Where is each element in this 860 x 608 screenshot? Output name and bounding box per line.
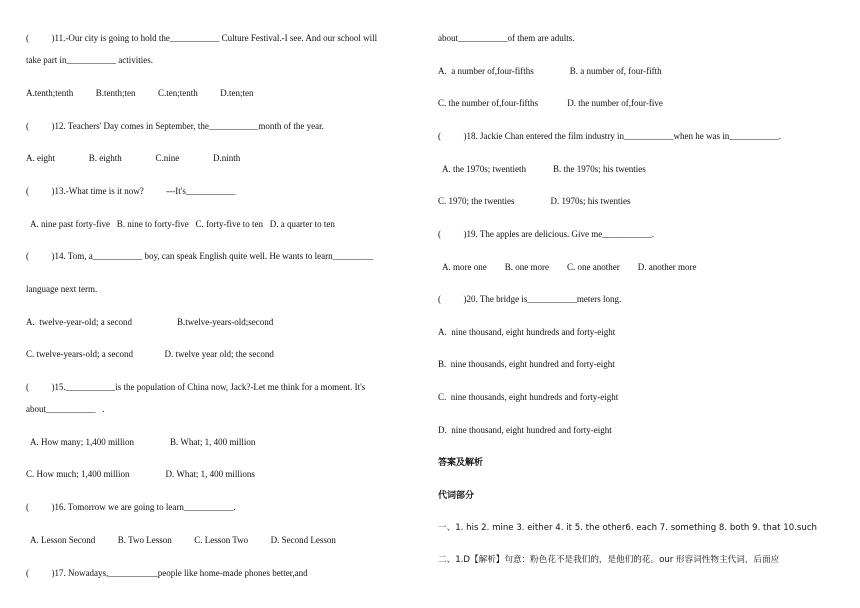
q20-option-a: A. nine thousand, eight hundreds and forty-eight [438,327,616,337]
q17-options-ab: A. a number of,four-fifths B. a number of, four-fifth [438,66,662,76]
answers-heading: 答案及解析 [438,457,484,467]
q18-options-ab: A. the 1970s; twentieth B. the 1970s; his twenties [438,164,646,174]
q11-line1: ( )11.-Our city is going to hold the___________ Culture Festival.-I see. And our school will [26,33,378,43]
q11-options: A.tenth;tenth B.tenth;ten C.ten;tenth D.ten;ten [26,88,254,98]
q16-options: A. Lesson Second B. Two Lesson C. Lesson Two D. Second Lesson [26,535,336,545]
q20-option-b: B. nine thousands, eight hundred and forty-eight [438,359,615,369]
q12-question: ( )12. Teachers' Day comes in September, the___________month of the year. [26,121,324,131]
q20-option-d: D. nine thousand, eight hundred and forty-eight [438,425,612,435]
q19-options: A. more one B. one more C. one another D. another more [438,262,697,272]
pronoun-subheading: 代词部分 [438,490,475,500]
q14-line2: language next term. [26,284,98,294]
q14-line1: ( )14. Tom, a___________ boy, can speak English quite well. He wants to learn_________ [26,251,374,261]
answer-line-2: 二、1.D【解析】句意：粉色花不是我们的，是他们的花。our 形容词性物主代词，后面应 [438,555,780,565]
q15-line2: about___________ . [26,404,105,414]
q11-line2: take part in___________ activities. [26,55,153,65]
q19-question: ( )19. The apples are delicious. Give me___________. [438,229,655,239]
answer-line-1: 一、1. his 2. mine 3. either 4. it 5. the other6. each 7. something 8. both 9. that 10.such [438,523,817,533]
q18-options-cd: C. 1970; the twenties D. 1970s; his twenties [438,196,631,206]
right-column [438,0,848,608]
q15-options-cd: C. How much; 1,400 million D. What; 1, 400 millions [26,469,255,479]
q17-line2: about___________of them are adults. [438,33,575,43]
q17-line1: ( )17. Nowadays,___________people like home-made phones better,and [26,568,308,578]
q14-options-cd: C. twelve-years-old; a second D. twelve year old; the second [26,349,274,359]
q13-question: ( )13.-What time is it now? ---It's___________ [26,186,236,196]
q17-options-cd: C. the number of,four-fifths D. the number of,four-five [438,98,663,108]
q15-options-ab: A. How many; 1,400 million B. What; 1, 400 million [26,437,256,447]
q16-question: ( )16. Tomorrow we are going to learn___________. [26,502,236,512]
q18-question: ( )18. Jackie Chan entered the film industry in___________when he was in___________. [438,131,781,141]
q12-options: A. eight B. eighth C.nine D.ninth [26,153,241,163]
q13-options: A. nine past forty-five B. nine to forty-five C. forty-five to ten D. a quarter to ten [26,219,335,229]
q15-line1: ( )15.___________is the population of China now, Jack?-Let me think for a moment. It's [26,382,366,392]
q14-options-ab: A. twelve-year-old; a second B.twelve-years-old;second [26,317,274,327]
q20-option-c: C. nine thousands, eight hundreds and forty-eight [438,392,619,402]
q20-question: ( )20. The bridge is___________meters long. [438,294,622,304]
left-column [26,0,426,608]
